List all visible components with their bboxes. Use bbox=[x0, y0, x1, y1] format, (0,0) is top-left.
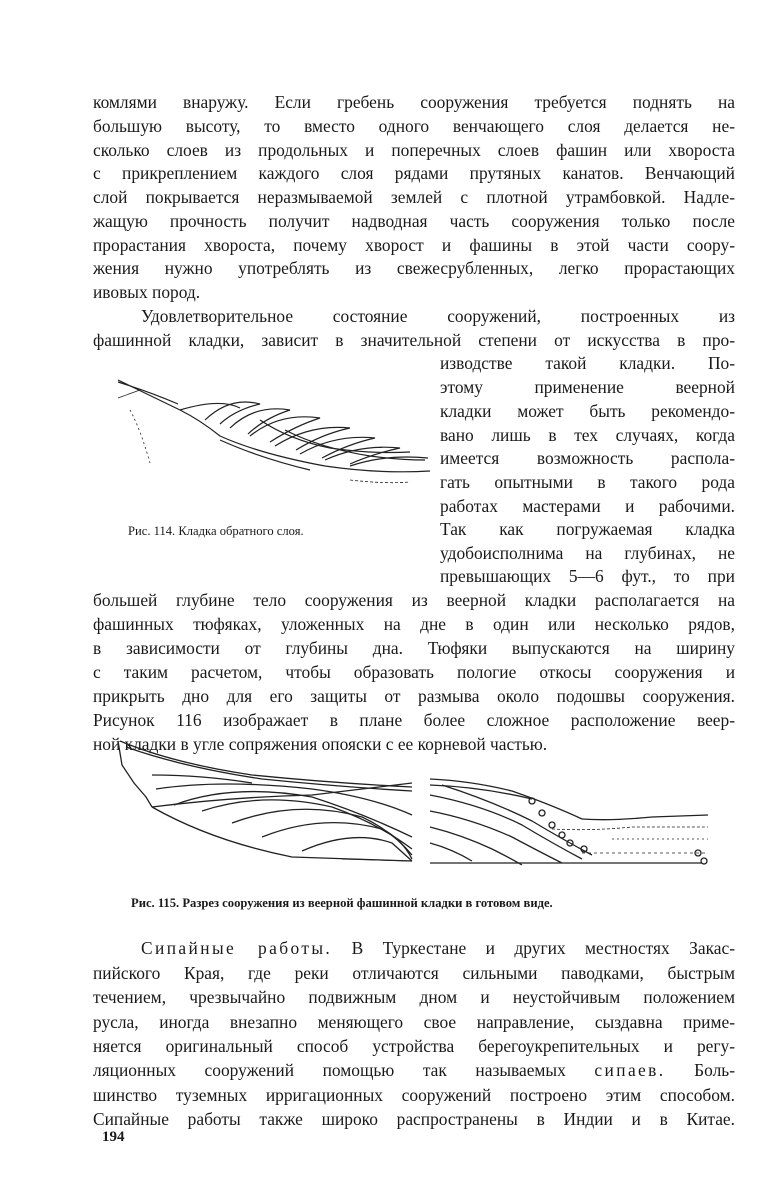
text-line: с прикреплением каждого слоя рядами прутяных канатов. Венчающий bbox=[93, 163, 735, 183]
text-line: вано лишь в тех случаях, когда bbox=[440, 425, 735, 445]
text-line: комлями внаружу. Если гребень сооружения требуется поднять на bbox=[93, 92, 735, 112]
text-line: Удовлетворительное состояние сооружений, построенных из bbox=[141, 306, 735, 326]
text-line: шинство туземных ирригационных сооружений построено этим способом. bbox=[93, 1085, 735, 1105]
text-line: жащую прочность получит надводная часть сооружения только после bbox=[93, 211, 735, 231]
text-line: слой покрывается неразмываемой землей с плотной утрамбовкой. Надле- bbox=[93, 187, 735, 207]
term-sipai: сипаев. bbox=[594, 1060, 666, 1080]
text-line: ивовых пород. bbox=[93, 282, 201, 302]
text-line: большую высоту, то вместо одного венчающего слоя делается не- bbox=[93, 116, 735, 136]
text-line: кладки может быть рекомендо- bbox=[440, 401, 735, 421]
text-line: превышающих 5—6 фут., то при bbox=[440, 566, 735, 586]
text-line: сколько слоев из продольных и поперечных слоев фашин или хвороста bbox=[93, 140, 735, 160]
text-line: этому применение веерной bbox=[440, 377, 735, 397]
text-line: прорастания хвороста, почему хворост и фашины в этой части соору- bbox=[93, 235, 735, 255]
section-heading: Сипайные работы. bbox=[141, 938, 333, 958]
text-span: ляционных сооружений помощью так называемых bbox=[93, 1060, 566, 1080]
text-line: гать опытными в такого рода bbox=[440, 472, 735, 492]
text-line bbox=[93, 937, 735, 959]
text-line bbox=[93, 1059, 735, 1081]
text-line: Рисунок 116 изображает в плане более сложное расположение веер- bbox=[93, 710, 735, 730]
text-line: ной кладки в угле сопряжения опояски с ее корневой частью. bbox=[93, 734, 548, 754]
figure-115-caption: Рис. 115. Разрез сооружения из веерной фашинной кладки в готовом виде. bbox=[131, 896, 553, 910]
text-line: в зависимости от глубины дна. Тюфяки выпускаются на ширину bbox=[93, 638, 735, 658]
figure-114-drawing bbox=[110, 368, 435, 503]
text-line: Так как погружаемая кладка bbox=[440, 519, 735, 539]
figure-114-caption: Рис. 114. Кладка обратного слоя. bbox=[128, 524, 304, 538]
text-line: фашинной кладки, зависит в значительной степени от искусства в про- bbox=[93, 330, 735, 350]
text-line: Сипайные работы также широко распространены в Индии и в Китае. bbox=[93, 1109, 735, 1129]
text-span: Боль- bbox=[694, 1060, 735, 1080]
text-line: жения нужно употреблять из свежесрубленных, легко прорастающих bbox=[93, 258, 735, 278]
text-line: работах мастерами и рабочими. bbox=[440, 496, 735, 516]
text-line: пийского Края, где реки отличаются сильными паводками, быстрым bbox=[93, 963, 735, 983]
text-line: имеется возможность распола- bbox=[440, 448, 735, 468]
text-line: с таким расчетом, чтобы образовать пологие откосы сооружения и bbox=[93, 662, 735, 682]
text-span: В Туркестане и других местностях Закас- bbox=[351, 938, 735, 958]
text-line: течением, чрезвычайно подвижным дном и неустойчивым положением bbox=[93, 987, 735, 1007]
text-line: большей глубине тело сооружения из веерной кладки располагается на bbox=[93, 590, 735, 610]
page-number: 194 bbox=[102, 1129, 125, 1145]
text-line: няется оригинальный способ устройства берегоукрепительных и регу- bbox=[93, 1036, 735, 1056]
figure-115-drawing bbox=[112, 735, 712, 880]
text-line: фашинных тюфяках, уложенных на дне в один или несколько рядов, bbox=[93, 614, 735, 634]
text-line: русла, иногда внезапно меняющего свое направление, сыздавна приме- bbox=[93, 1012, 735, 1032]
text-line: удобоисполнима на глубинах, не bbox=[440, 543, 735, 563]
text-line: прикрыть дно для его защиты от размыва около подошвы сооружения. bbox=[93, 686, 735, 706]
text-line: изводстве такой кладки. По- bbox=[440, 353, 735, 373]
